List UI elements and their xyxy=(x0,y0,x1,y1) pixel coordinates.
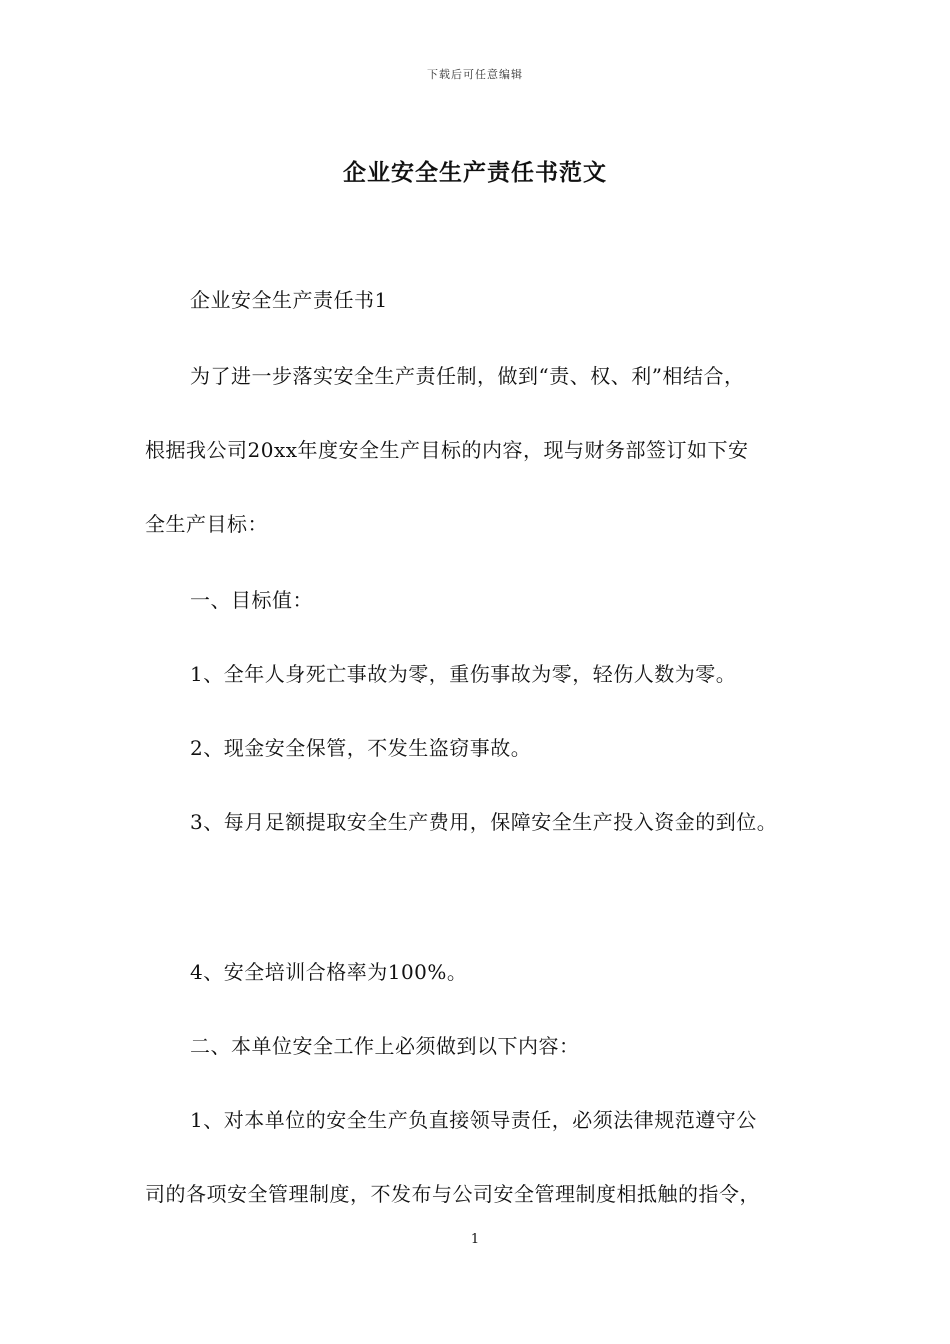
list-item: 1、全年人身死亡事故为零，重伤事故为零，轻伤人数为零。 xyxy=(190,662,737,686)
list-item: 2、现金安全保管，不发生盗窃事故。 xyxy=(190,736,532,760)
document-title: 企业安全生产责任书范文 xyxy=(343,159,607,186)
page-number: 1 xyxy=(470,1232,480,1247)
paragraph-line: 司的各项安全管理制度，不发布与公司安全管理制度相抵触的指令， xyxy=(145,1182,760,1206)
paragraph-line: 全生产目标： xyxy=(145,512,268,536)
header-note: 下载后可任意编辑 xyxy=(427,68,523,81)
section-heading-1: 企业安全生产责任书1 xyxy=(190,288,388,312)
paragraph-line: 为了进一步落实安全生产责任制，做到“责、权、利”相结合， xyxy=(190,364,745,388)
section-heading-targets: 一、目标值： xyxy=(190,588,313,612)
paragraph-line: 1、对本单位的安全生产负直接领导责任，必须法律规范遵守公 xyxy=(190,1108,757,1132)
section-heading-requirements: 二、本单位安全工作上必须做到以下内容： xyxy=(190,1034,580,1058)
list-item: 3、每月足额提取安全生产费用，保障安全生产投入资金的到位。 xyxy=(190,810,778,834)
list-item: 4、安全培训合格率为100%。 xyxy=(190,960,468,984)
paragraph-line: 根据我公司20xx年度安全生产目标的内容，现与财务部签订如下安 xyxy=(145,438,749,462)
